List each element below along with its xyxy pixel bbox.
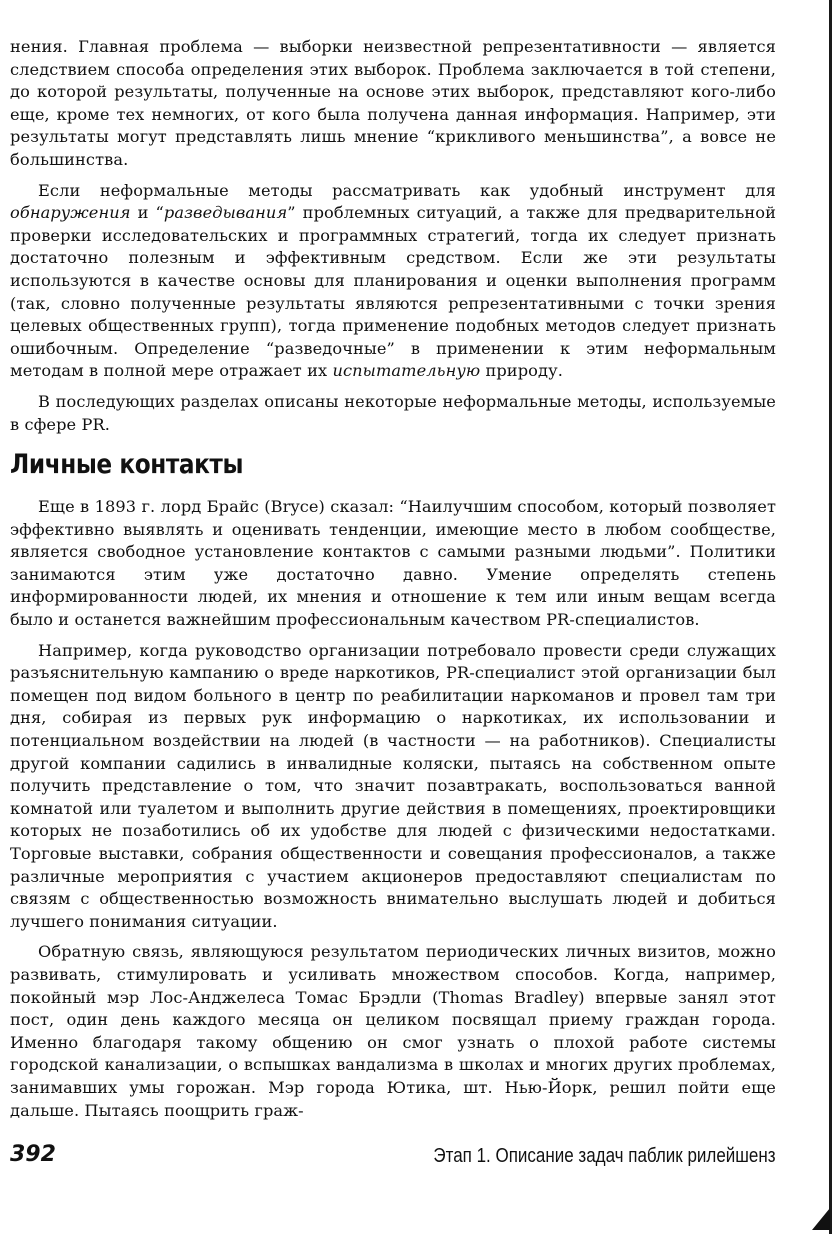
paragraph-text: и “ [130,203,164,223]
running-title: Этап 1. Описание задач паблик рилейшенз [433,1145,776,1167]
paragraph-lord-bryce: Еще в 1893 г. лорд Брайс (Bryce) сказал: “Наилучшим способом, который позволяет эффективно выявлять и оценивать тенденции, имеющие место в любом сообществе, является свободное установление контактов с самыми разными людьми”. Политики занимаются этим уже достаточно давно. Умение определять степень информированности людей, их мнения и отношение к тем или иным вещам всегда было и останется важнейшим профессиональным качеством PR-специалистов. [10,497,776,630]
paragraph-informal-methods [10,180,776,383]
paragraph-text: ” проблемных ситуаций, а также для предварительной проверки исследовательских и программных стратегий, тогда их следует признать достаточно полезным и эффективным средством. Если же эти результаты используются в качестве основы для планирования и оценки выполнения программ (так, словно полученные результаты являются репрезентативными с точки зрения целевых общественных групп), тогда применение подобных методов следует признать ошибочным. Определение “разведочные” в применении к этим неформальным методам в полной мере отражает их [10,203,776,381]
scan-corner-mark [812,1208,830,1230]
emphasis-term: разведывания [163,203,288,223]
paragraph-following-sections: В последующих разделах описаны некоторые неформальные методы, используемые в сфере PR. [10,391,776,434]
page-footer [10,1140,776,1180]
paragraph-continuation: нения. Главная проблема — выборки неизвестной репрезентативности — является следствием способа определения этих выборок. Проблема заключается в той степени, до которой результаты, полученные на основе этих выборок, представляют кого-либо еще, кроме тех немногих, от кого была получена данная информация. Например, эти результаты могут представлять лишь мнение “крикливого меньшинства”, а вовсе не большинства. [10,37,776,169]
paragraph-feedback: Обратную связь, являющуюся результатом периодических личных визитов, можно развивать, стимулировать и усиливать множеством способов. Когда, например, покойный мэр Лос-Анджелеса Томас Брэдли (Thomas Bradley) впервые занял этот пост, один день каждого месяца он целиком посвящал приему граждан города. Именно благодаря такому общению он смог узнать о плохой работе системы городской канализации, о вспышках вандализма в школах и многих других проблемах, занимавших умы горожан. Мэр города Ютика, шт. Нью-Йорк, решил пойти еще дальше. Пытаясь поощрить граж- [10,942,776,1120]
page-number: 392 [10,1142,56,1167]
body-text [10,36,776,1122]
paragraph-text: Если неформальные методы рассматривать как удобный инструмент для [38,180,776,200]
emphasis-term: испытательную [332,361,481,381]
scan-edge-line [829,0,832,1234]
emphasis-term: обнаружения [10,203,131,223]
paragraph-text: природу. [480,361,563,381]
section-heading: Личные контакты [10,449,244,481]
paragraph-example-campaign: Например, когда руководство организации потребовало провести среди служащих разъяснительную кампанию о вреде наркотиков, PR-специалист этой организации был помещен под видом больного в центр по реабилитации наркоманов и провел там три дня, собирая из первых рук информацию о наркотиках, их использовании и потенциальном воздействии на людей (в частности — на работников). Специалисты другой компании садились в инвалидные коляски, пытаясь на собственном опыте получить представление о том, что значит позавтракать, воспользоваться ванной комнатой или туалетом и выполнить другие действия в помещениях, проектировщики которых не позаботились об их удобстве для людей с физическими недостатками. Торговые выставки, собрания общественности и совещания профессионалов, а также различные мероприятия с участием акционеров предоставляют специалистам по связям с общественностью возможность внимательно выслушать людей и добиться лучшего понимания ситуации. [10,640,776,931]
